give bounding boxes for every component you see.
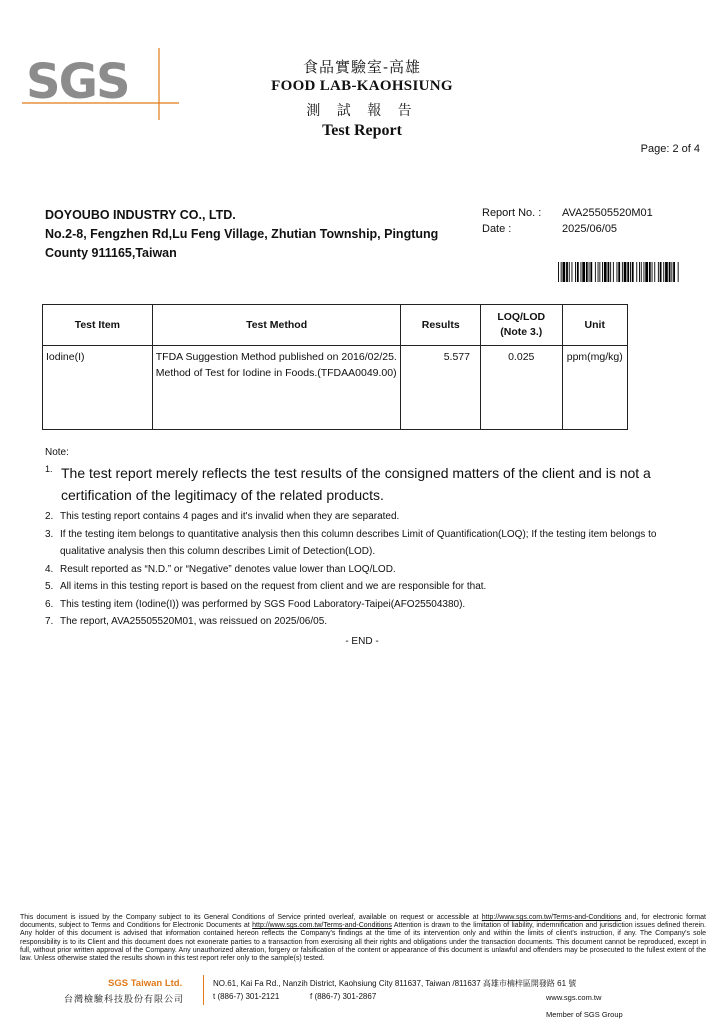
terms-link-1[interactable]: http://www.sgs.com.tw/Terms-and-Conditions [481,914,622,921]
table-row [43,346,628,430]
cell-result: 5.577 [401,346,481,430]
barcode-bar [569,262,570,282]
barcode-bar [654,262,655,282]
notes-section [45,447,685,631]
note-item [45,526,685,561]
note-text: If the testing item belongs to quantitative analysis then this column describes Limit of Quantification(LOQ); If the testing item belongs to qualitative analysis then this column describes Limit of Detection(LOD). [60,528,657,557]
note-item [45,508,685,526]
note-item [45,561,685,579]
barcode-bar [671,262,672,282]
barcode-bar [610,262,611,282]
notes-title: Note: [45,447,69,458]
header-unit: Unit [562,305,627,346]
client-name: DOYOUBO INDUSTRY CO., LTD. [45,208,236,222]
note-item [45,613,685,631]
barcode-bar [572,262,573,282]
note-number: 5. [45,581,54,592]
note-number: 3. [45,528,54,540]
date-label: Date : [482,223,512,235]
barcode-bar [575,262,576,282]
barcode-graphic [558,262,681,282]
header-loq-line2: (Note 3.) [500,326,543,338]
disclaimer-text-2: and, for electronic format documents, subject to Terms and Conditions for Electronic Documents at [20,914,707,930]
barcode-bar [632,262,634,282]
barcode-bar [613,262,614,282]
note-text: This testing report contains 4 pages and it's invalid when they are separated. [60,511,400,522]
results-table [42,304,628,430]
barcode-bar [581,262,582,282]
barcode-bar [582,262,585,282]
barcode-bar [589,262,590,282]
page-number: Page: 2 of 4 [640,143,700,155]
note-number: 4. [45,563,54,575]
barcode-bar [595,262,596,282]
barcode-bar [645,262,648,282]
barcode-bar [678,262,679,282]
disclaimer-text-3: Attention is drawn to the limitation of liability, indemnification and jurisdiction issues defined therein. Any holder of this document is advised that information contained hereon reflects the Company's findings at the time of its intervention only and within the limits of client's instruction, if any. The Company's sole responsibility is to its Client and this document does not exonerate parties to a transaction from exercising all their rights and obligations under the transaction documents. This document cannot be reproduced, except in full, without prior written approval of the Company. Any unauthorized alteration, forgery or falsification of the content or appearance of this document is unlawful and offenders may be prosecuted to the fullest extent of the law. Unless otherwise stated the results shown in this test report refer only to the sample(s) tested. [20,922,707,963]
report-no-row [482,207,653,223]
barcode-bar [652,262,653,282]
barcode-bar [577,262,579,282]
note-item [45,462,685,506]
barcode [558,262,681,282]
barcode-bar [644,262,645,282]
barcode-bar [602,262,603,282]
barcode-bar [658,262,659,282]
cell-loq: 0.025 [480,346,562,430]
header-test-item: Test Item [43,305,153,346]
header-results: Results [401,305,481,346]
barcode-bar [624,262,627,282]
barcode-bar [639,262,640,282]
footer-company-en: SGS Taiwan Ltd. [108,978,183,989]
note-text: Result reported as “N.D.” or “Negative” denotes value lower than LOQ/LOD. [60,563,396,575]
note-item [45,578,685,596]
client-block [45,206,460,263]
note-item [45,596,685,614]
barcode-bar [598,262,599,282]
footer-company-cn: 台灣檢驗科技股份有限公司 [64,995,185,1005]
footer-divider [203,975,204,1005]
footer-website[interactable]: www.sgs.com.tw [546,993,602,1002]
barcode-bar [649,262,651,282]
terms-link-2[interactable]: http://www.sgs.com.tw/Terms-and-Conditions [252,922,392,930]
end-marker: - END - [345,636,379,647]
note-text: The test report merely reflects the test results of the consigned matters of the client and is not a certification of the legitimacy of the related products. [61,465,651,503]
footer-address: NO.61, Kai Fa Rd., Nanzih District, Kaohsiung City 811637, Taiwan /811637 高雄市楠梓區開發路 61 號 [213,979,577,988]
note-text: All items in this testing report is based on the request from client and we are responsible for that. [60,581,487,592]
barcode-bar [660,262,662,282]
header-loq-lod [480,305,562,346]
barcode-bar [599,262,600,282]
header-loq-line1: LOQ/LOD [497,311,546,323]
barcode-bar [617,262,618,282]
disclaimer [20,914,706,963]
note-number: 7. [45,616,54,627]
barcode-bar [566,262,568,282]
barcode-bar [608,262,610,282]
report-title-en: Test Report [322,122,402,139]
note-text: This testing item (Iodine(I)) was performed by SGS Food Laboratory-Taipei(AFO25504380). [60,598,466,610]
date-row [482,223,653,239]
client-address-line1: No.2-8, Fengzhen Rd,Lu Feng Village, Zhutian Township, Pingtung [45,227,439,241]
table-header-row [43,305,628,346]
barcode-bar [604,262,607,282]
sgs-logo-text: SGS [26,54,129,110]
barcode-bar [561,262,562,282]
lab-name-en: FOOD LAB-KAOHSIUNG [271,78,453,94]
barcode-bar [636,262,637,282]
barcode-bar [669,262,671,282]
barcode-bar [630,262,631,282]
note-number: 1. [45,464,53,474]
report-title-cn: 測 試 報 告 [306,103,418,119]
report-meta [482,207,653,239]
note-number: 2. [45,511,54,522]
disclaimer-text-1: This document is issued by the Company subject to its General Conditions of Service printed overleaf, available on request or accessible at [20,914,482,921]
lab-name-cn: 食品實驗室-高雄 [302,58,422,76]
report-no-value: AVA25505520M01 [562,207,653,219]
date-value: 2025/06/05 [562,223,618,235]
footer-fax: f (886-7) 301-2867 [310,992,377,1001]
barcode-bar [590,262,592,282]
footer-tel: t (886-7) 301-2121 [213,992,280,1001]
footer-member: Member of SGS Group [546,1010,623,1019]
header-test-method: Test Method [152,305,401,346]
cell-test-method: TFDA Suggestion Method published on 2016/02/25. Method of Test for Iodine in Foods.(TFDAA0049.00) [152,346,401,430]
client-address-line2: County 911165,Taiwan [45,246,177,260]
barcode-bar [558,262,559,282]
barcode-bar [665,262,668,282]
note-text: The report, AVA25505520M01, was reissued on 2025/06/05. [60,616,328,627]
report-no-label: Report No. : [482,207,542,219]
note-number: 6. [45,598,54,610]
cell-test-item: Iodine(I) [43,346,153,430]
barcode-bar [622,262,623,282]
barcode-bar [618,262,620,282]
cell-unit: ppm(mg/kg) [562,346,627,430]
barcode-bar [627,262,629,282]
barcode-bar [586,262,588,282]
barcode-bar [663,262,664,282]
barcode-bar [673,262,675,282]
barcode-bar [641,262,642,282]
barcode-bar [563,262,566,282]
